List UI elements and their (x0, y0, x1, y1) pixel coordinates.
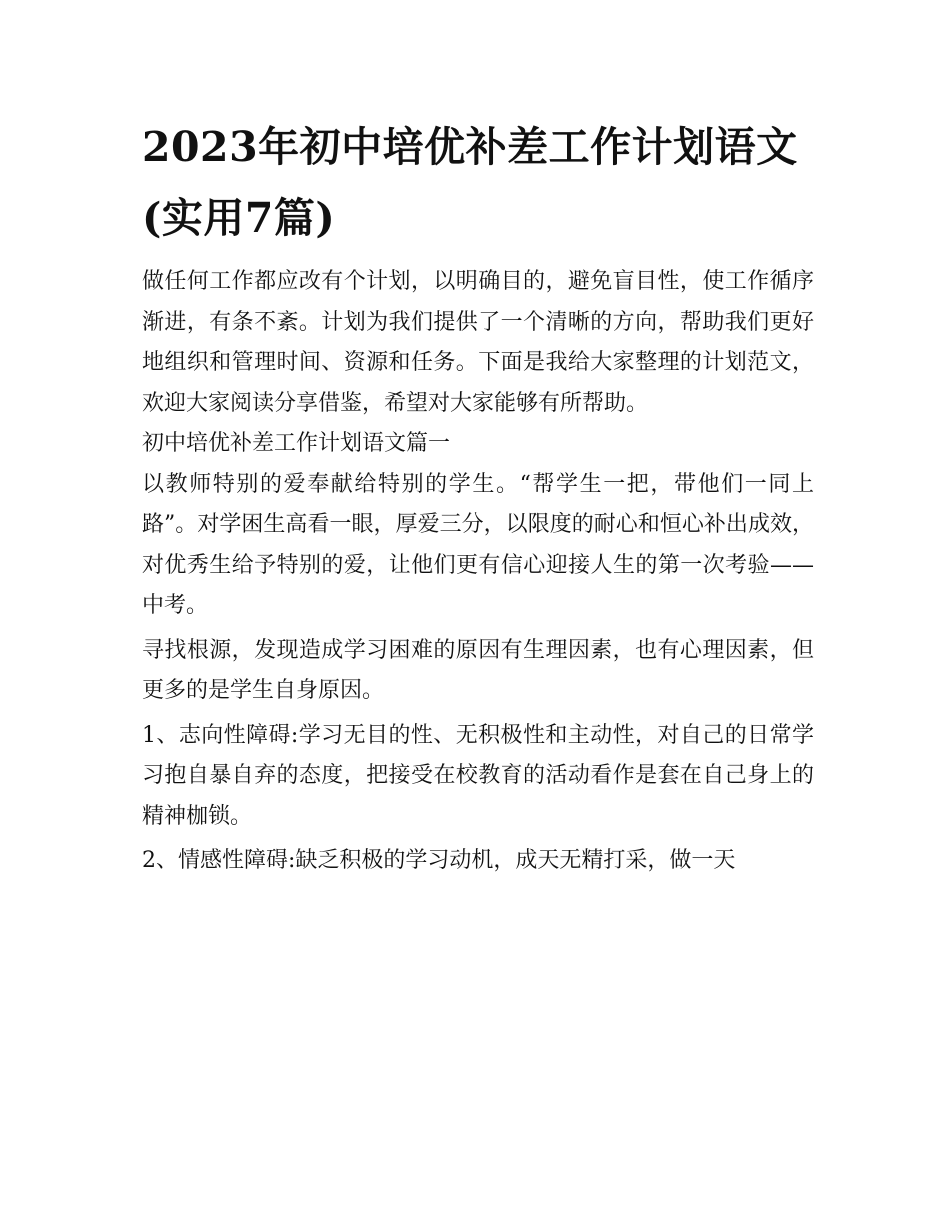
body-paragraph-3: 1、志向性障碍:学习无目的性、无积极性和主动性，对自己的日常学习抱自暴自弃的态度，把接受在校教育的活动看作是套在自己身上的精神枷锁。 (142, 722, 814, 829)
document-title: 2023年初中培优补差工作计划语文(实用7篇) (142, 123, 798, 242)
body-paragraph-1: 以教师特别的爱奉献给特别的学生。“帮学生一把，带他们一同上路”。对学困生高看一眼，厚爱三分，以限度的耐心和恒心补出成效，对优秀生给予特别的爱，让他们更有信心迎接人生的第一次考验——中考。 (142, 471, 814, 618)
body-paragraph-2: 寻找根源，发现造成学习困难的原因有生理因素，也有心理因素，但更多的是学生自身原因。 (142, 637, 814, 703)
intro-paragraph: 做任何工作都应改有个计划，以明确目的，避免盲目性，使工作循序渐进，有条不紊。计划为我们提供了一个清晰的方向，帮助我们更好地组织和管理时间、资源和任务。下面是我给大家整理的计划范文，欢迎大家阅读分享借鉴，希望对大家能够有所帮助。 (142, 269, 814, 416)
section-heading: 初中培优补差工作计划语文篇一 (142, 431, 451, 456)
document-page (142, 112, 814, 882)
body-paragraph-4: 2、情感性障碍:缺乏积极的学习动机，成天无精打采，做一天 (142, 848, 736, 873)
